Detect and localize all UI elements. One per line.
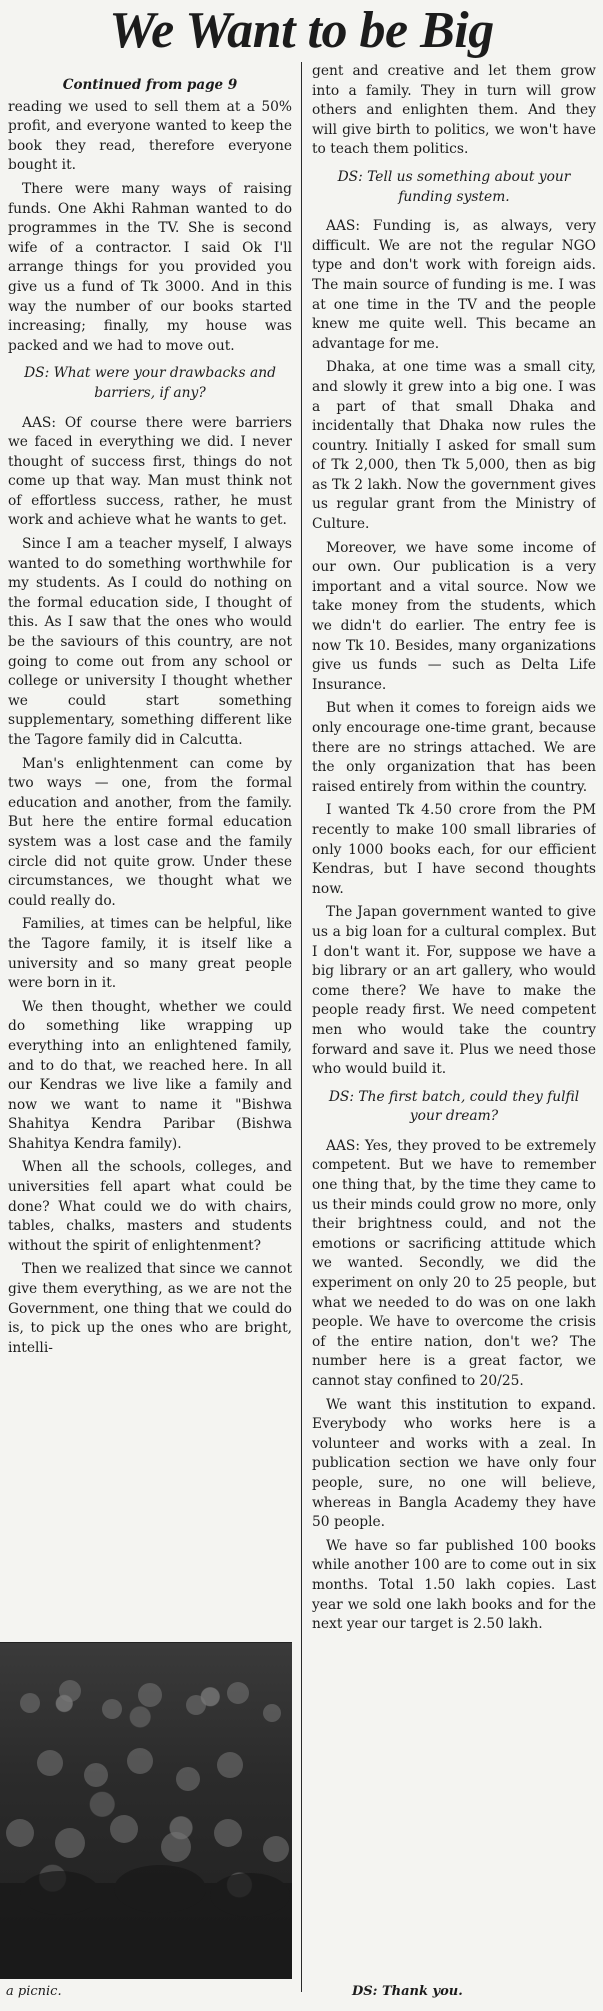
paragraph: Dhaka, at one time was a small city, and slowly it grew into a big one. I was a part of that small Dhaka and incidentally that Dhaka now rules the country. Initially I asked for small sum of Tk 2,000, then Tk 5,000, then as big as Tk 2 lakh. Now the government gives us regular grant from the Ministry of Culture. — [312, 359, 596, 533]
paragraph: The Japan government wanted to give us a big loan for a cultural complex. But I don't want it. For, suppose we have a big library or an art gallery, who would come there? We have to make the people ready first. We need competent men who would take the country forward and save it. Plus we need those who would build it. — [312, 904, 596, 1078]
picnic-photo — [0, 1642, 292, 1979]
paragraph: Families, at times can be helpful, like the Tagore family, it is itself like a university and so many great people were born in it. — [8, 916, 292, 992]
paragraph: There were many ways of raising funds. One Akhi Rahman wanted to do programmes in the TV. She is second wife of a contractor. I said Ok I'll arrange things for you provided you give us a fund of Tk 3000. And in this way the number of our books started increasing; finally, my house was packed and we had to move out. — [8, 180, 292, 354]
paragraph: We then thought, whether we could do something like wrapping up everything into an enlightened family, and to do that, we reached here. In all our Kendras we live like a family and now we want to name it "Bishwa Shahitya Kendra Paribar (Bishwa Shahitya Kendra family). — [8, 998, 292, 1152]
paragraph: But when it comes to foreign aids we only encourage one-time grant, because there are no strings attached. We are the only organization that has been raised entirely from within the country. — [312, 700, 596, 795]
continued-note: Continued from page 9 — [62, 77, 238, 93]
left-column — [8, 76, 292, 1636]
question: DS: Tell us something about your funding system. — [337, 168, 571, 205]
paragraph: When all the schools, colleges, and universities fell apart what could be done? What could we do with chairs, tables, chalks, masters and students without the spirit of enlightenment? — [8, 1159, 292, 1254]
paragraph: gent and creative and let them grow into a family. They in turn will grow others and enlighten them. And they will give birth to politics, we won't have to teach them politics. — [312, 63, 596, 158]
right-column — [312, 62, 596, 1992]
question: DS: The first batch, could they fulfil your dream? — [328, 1088, 580, 1125]
paragraph: Then we realized that since we cannot give them everything, as we are not the Government, one thing that we could do is, to pick up the ones who are bright, intelli- — [8, 1261, 292, 1356]
paragraph: Moreover, we have some income of our own. Our publication is a very important and a vital source. Now we take money from the students, which we didn't do earlier. The entry fee is now Tk 10. Besides, many organizations give us funds — such as Delta Life Insurance. — [312, 539, 596, 693]
column-rule — [301, 62, 302, 1992]
paragraph: AAS: Funding is, as always, very difficult. We are not the regular NGO type and don't work with foreign aids. The main source of funding is me. I was at one time in the TV and the people knew me quite well. This became an advantage for me. — [312, 218, 596, 352]
paragraph: We want this institution to expand. Everybody who works here is a volunteer and works with a zeal. In publication section we have only four people, sure, no one will believe, whereas in Bangla Academy they have 50 people. — [312, 1396, 596, 1531]
paragraph: reading we used to sell them at a 50% profit, and everyone wanted to keep the book they read, therefore everyone bought it. — [8, 98, 292, 174]
paragraph: Since I am a teacher myself, I always wanted to do something worthwhile for my students. As I could do nothing on the formal education side, I thought of this. As I saw that the ones who would be the saviours of this country, are not going to come out from any school or college or university I thought whether we could start something supplementary, something different like the Tagore family did in Calcutta. — [8, 536, 292, 748]
paragraph: AAS: Yes, they proved to be extremely competent. But we have to remember one thing that, by the time they came to us their minds could grow no more, only their brightness could, and not the emotions or sacrificing attitude which we wanted. Secondly, we did the experiment on only 20 to 25 people, but what we needed to do was on one lakh people. We have to overcome the crisis of the entire nation, don't we? The number here is a great factor, we cannot stay confined to 20/25. — [312, 1137, 596, 1389]
closing-line: DS: Thank you. — [352, 1984, 463, 1999]
photo-caption: a picnic. — [6, 1984, 62, 1999]
paragraph: I wanted Tk 4.50 crore from the PM recently to make 100 small libraries of only 1000 books each, for our efficient Kendras, but I have second thoughts now. — [312, 802, 596, 897]
headline: We Want to be Big — [109, 2, 494, 59]
paragraph: AAS: Of course there were barriers we faced in everything we did. I never thought of success first, things do not come up that way. Man must think not of effortless success, rather, he must work and achieve what he wants to get. — [8, 414, 292, 529]
paragraph: We have so far published 100 books while another 100 are to come out in six months. Total 1.50 lakh copies. Last year we sold one lakh books and for the next year our target is 2.50 lakh. — [312, 1537, 596, 1633]
paragraph: Man's enlightenment can come by two ways — one, from the formal education and another, from the family. But here the entire formal education system was a lost case and the family circle did not quite grow. Under these circumstances, we thought what we could really do. — [8, 755, 292, 909]
crowd-image — [0, 1643, 292, 1979]
question: DS: What were your drawbacks and barriers, if any? — [24, 365, 276, 401]
